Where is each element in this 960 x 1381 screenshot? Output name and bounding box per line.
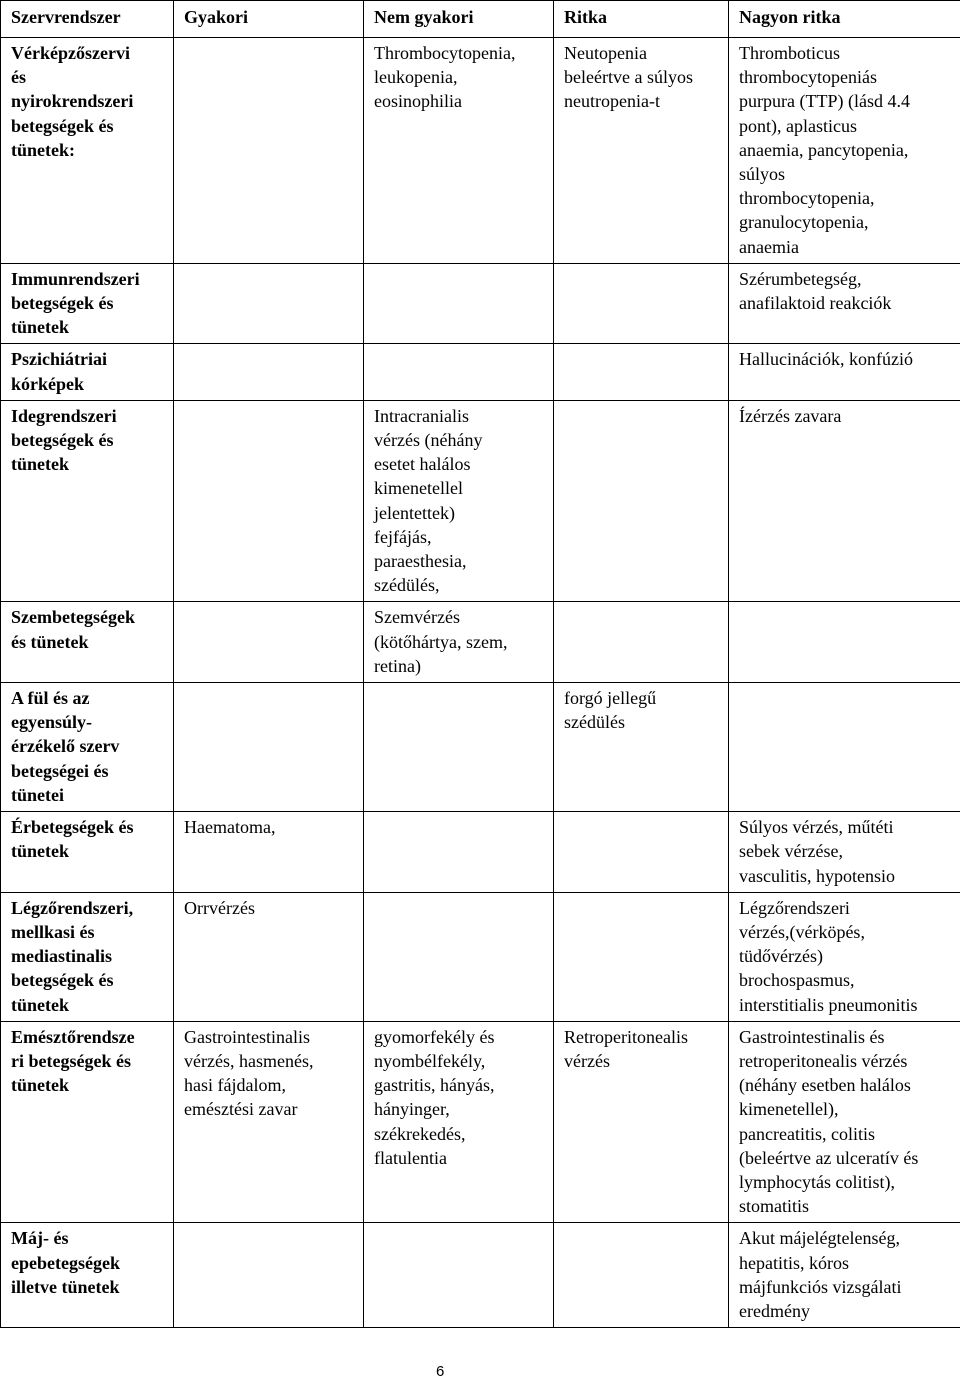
very-rare-cell: Hallucinációk, konfúzió — [729, 344, 960, 400]
very-rare-cell: Akut májelégtelenség, hepatitis, kóros májfunkciós vizsgálati eredmény — [729, 1223, 960, 1328]
organ-system-cell: Emésztőrendsze ri betegségek és tünetek — [1, 1021, 174, 1223]
table-row — [1, 400, 960, 602]
organ-system-cell: Légzőrendszeri, mellkasi és mediastinalis betegségek és tünetek — [1, 892, 174, 1021]
rare-cell: forgó jellegű szédülés — [554, 683, 729, 812]
header-very-rare: Nagyon ritka — [729, 1, 960, 38]
rare-cell — [554, 400, 729, 602]
uncommon-cell: gyomorfekély és nyombélfekély, gastritis, hányás, hányinger, székrekedés, flatulentia — [364, 1021, 554, 1223]
uncommon-cell: Thrombocytopenia, leukopenia, eosinophilia — [364, 38, 554, 264]
rare-cell — [554, 602, 729, 683]
very-rare-cell: Súlyos vérzés, műtéti sebek vérzése, vasculitis, hypotensio — [729, 812, 960, 893]
table-row — [1, 602, 960, 683]
common-cell — [174, 683, 364, 812]
organ-system-cell: Máj- és epebetegségek illetve tünetek — [1, 1223, 174, 1328]
header-rare: Ritka — [554, 1, 729, 38]
common-cell — [174, 400, 364, 602]
common-cell: Haematoma, — [174, 812, 364, 893]
rare-cell — [554, 1223, 729, 1328]
common-cell — [174, 344, 364, 400]
common-cell — [174, 602, 364, 683]
table-row — [1, 812, 960, 893]
very-rare-cell: Thromboticus thrombocytopeniás purpura (TTP) (lásd 4.4 pont), aplasticus anaemia, pancytopenia, súlyos thrombocytopenia, granulocytopenia, anaemia — [729, 38, 960, 264]
uncommon-cell — [364, 344, 554, 400]
uncommon-cell — [364, 1223, 554, 1328]
organ-system-cell: Idegrendszeri betegségek és tünetek — [1, 400, 174, 602]
common-cell: Gastrointestinalis vérzés, hasmenés, hasi fájdalom, emésztési zavar — [174, 1021, 364, 1223]
rare-cell: Retroperitonealis vérzés — [554, 1021, 729, 1223]
table-row — [1, 344, 960, 400]
common-cell — [174, 1223, 364, 1328]
very-rare-cell: Ízérzés zavara — [729, 400, 960, 602]
organ-system-cell: Érbetegségek és tünetek — [1, 812, 174, 893]
uncommon-cell — [364, 892, 554, 1021]
uncommon-cell — [364, 812, 554, 893]
rare-cell: Neutopenia beleértve a súlyos neutropenia-t — [554, 38, 729, 264]
header-organ-system: Szervrendszer — [1, 1, 174, 38]
organ-system-cell: Vérképzőszervi és nyirokrendszeri betegségek és tünetek: — [1, 38, 174, 264]
organ-system-cell: A fül és az egyensúly- érzékelő szerv betegségei és tünetei — [1, 683, 174, 812]
common-cell: Orrvérzés — [174, 892, 364, 1021]
header-uncommon: Nem gyakori — [364, 1, 554, 38]
very-rare-cell: Szérumbetegség, anafilaktoid reakciók — [729, 263, 960, 344]
table-row — [1, 1021, 960, 1223]
very-rare-cell — [729, 602, 960, 683]
organ-system-cell: Pszichiátriai kórképek — [1, 344, 174, 400]
table-row — [1, 38, 960, 264]
uncommon-cell: Intracranialis vérzés (néhány esetet halálos kimenetellel jelentettek) fejfájás, paraesthesia, szédülés, — [364, 400, 554, 602]
table-row — [1, 1223, 960, 1328]
rare-cell — [554, 263, 729, 344]
very-rare-cell: Gastrointestinalis és retroperitonealis vérzés (néhány esetben halálos kimenetellel), pancreatitis, colitis (beleértve az ulceratív és lymphocytás colitist), stomatitis — [729, 1021, 960, 1223]
table-row — [1, 263, 960, 344]
very-rare-cell: Légzőrendszeri vérzés,(vérköpés, tüdővérzés) brochospasmus, interstitialis pneumonitis — [729, 892, 960, 1021]
organ-system-cell: Szembetegségek és tünetek — [1, 602, 174, 683]
rare-cell — [554, 344, 729, 400]
uncommon-cell — [364, 263, 554, 344]
rare-cell — [554, 812, 729, 893]
rare-cell — [554, 892, 729, 1021]
uncommon-cell: Szemvérzés (kötőhártya, szem, retina) — [364, 602, 554, 683]
common-cell — [174, 38, 364, 264]
common-cell — [174, 263, 364, 344]
very-rare-cell — [729, 683, 960, 812]
page-number: 6 — [436, 1363, 445, 1380]
header-common: Gyakori — [174, 1, 364, 38]
table-row — [1, 683, 960, 812]
table-header-row — [1, 1, 960, 38]
table-row — [1, 892, 960, 1021]
organ-system-cell: Immunrendszeri betegségek és tünetek — [1, 263, 174, 344]
uncommon-cell — [364, 683, 554, 812]
